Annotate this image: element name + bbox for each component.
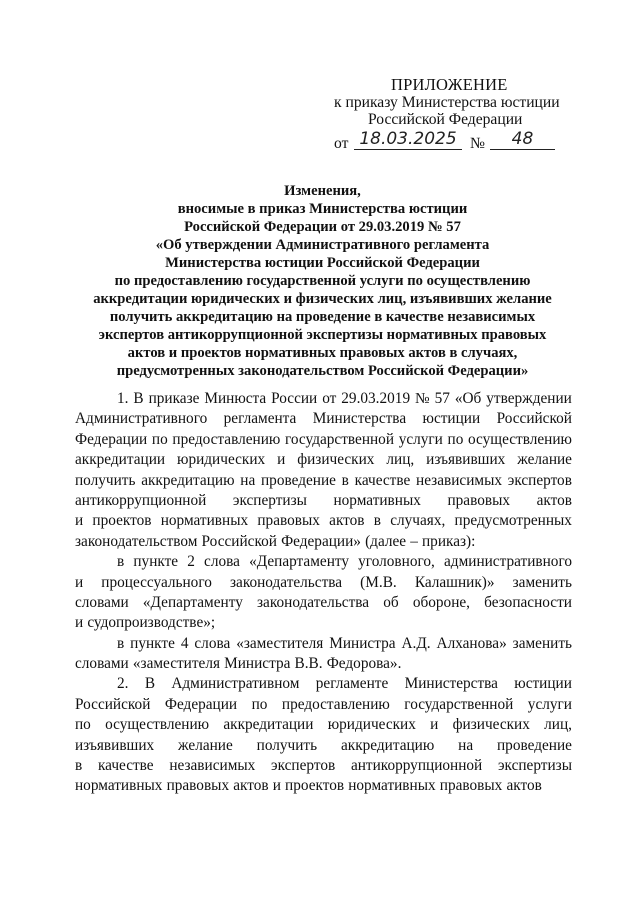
word: лиц, <box>544 716 572 734</box>
word: в <box>117 553 125 571</box>
heading-line: аккредитации юридических и физических лиц, изъявивших желание <box>93 291 552 307</box>
word: случаях, <box>390 512 446 530</box>
word: осуществлению <box>468 430 572 448</box>
paragraph-1-line <box>75 511 572 531</box>
word: по <box>151 430 168 448</box>
appendix-order-line: к приказу Министерства юстиции <box>334 94 560 111</box>
word: Российской <box>496 410 572 428</box>
word: пункте <box>130 634 175 652</box>
word: и <box>277 451 286 469</box>
word: приказ): <box>422 532 476 550</box>
word: словами <box>75 593 129 611</box>
word: по <box>447 430 464 448</box>
paragraph-4-line <box>75 674 572 694</box>
word: юстиции <box>422 410 481 428</box>
word: Федерации <box>164 695 238 713</box>
word: Алханова» <box>436 634 507 652</box>
word: Министра <box>329 634 396 652</box>
handwritten-number: 48 <box>490 129 555 150</box>
date-prefix: от <box>334 135 349 152</box>
word: юридических <box>327 716 416 734</box>
word: законодательством <box>75 532 198 550</box>
word: (М.В. <box>360 573 397 591</box>
word: законодательства <box>257 593 370 611</box>
word: антикоррупционной <box>350 757 483 775</box>
word: государственной <box>285 430 395 448</box>
word: Министерства <box>312 410 407 428</box>
heading-line: актов и проектов нормативных правовых актов в случаях, <box>127 345 518 361</box>
paragraph-4-line <box>75 715 572 735</box>
paragraph-1-line <box>75 430 572 450</box>
word: и <box>430 716 439 734</box>
appendix-block <box>330 76 580 153</box>
word: проектов <box>92 512 152 530</box>
heading-line: Изменения, <box>284 183 361 199</box>
word: нормативных <box>333 491 421 509</box>
word: услуги <box>527 695 572 713</box>
word: желание <box>178 736 233 754</box>
paragraph-1-line <box>75 409 572 429</box>
word: утверждении <box>486 390 572 407</box>
word: 2. <box>117 675 129 693</box>
word: нормативных <box>75 777 163 795</box>
word: обороне, <box>412 593 471 611</box>
word: Федерации <box>75 430 148 448</box>
word: приказе <box>148 390 200 407</box>
word: независимых <box>416 471 503 489</box>
word: по <box>251 695 268 713</box>
word: аккредитации <box>223 716 314 734</box>
word: В.В. <box>294 655 323 673</box>
word: осуществлению <box>105 716 210 734</box>
word: Министерства <box>404 675 498 693</box>
word: и <box>272 777 281 795</box>
word: желание <box>517 451 572 469</box>
word: получить <box>75 471 136 489</box>
paragraph-4-line <box>75 756 572 776</box>
word: «заместителя <box>132 655 221 673</box>
paragraph-2-line <box>75 552 572 572</box>
document-heading <box>70 182 575 380</box>
paragraph-1-line <box>75 471 572 491</box>
word: предоставлению <box>172 430 281 448</box>
word: аккредитацию <box>340 736 435 754</box>
word: лиц, <box>386 451 415 469</box>
word: актов <box>506 777 542 795</box>
paragraph-1-line <box>75 491 572 511</box>
appendix-title: ПРИЛОЖЕНИЕ <box>391 75 508 94</box>
heading-line: «Об утверждении Административного регламента <box>155 237 490 253</box>
word: актов <box>536 491 572 509</box>
word: получить <box>256 736 318 754</box>
word: «Об <box>454 390 482 407</box>
word: государственной <box>404 695 514 713</box>
word: Федерации» <box>281 532 361 550</box>
word: уголовного, <box>358 553 435 571</box>
word: экспертизы <box>497 757 572 775</box>
word: качестве <box>97 757 154 775</box>
word: 2 <box>187 553 195 571</box>
word: юстиции <box>514 675 572 693</box>
word: административного <box>444 553 572 571</box>
word: нормативных <box>160 512 249 530</box>
heading-line: Министерства юстиции Российской Федерации <box>165 255 480 271</box>
word: изъявивших <box>75 736 155 754</box>
heading-line: экспертов антикоррупционной экспертизы нормативных правовых <box>98 327 547 343</box>
word: регламента <box>223 410 297 428</box>
word: Административном <box>171 675 300 693</box>
paragraph-3-line <box>75 634 572 654</box>
word: В <box>144 675 156 693</box>
word: услуги <box>398 430 443 448</box>
word: предусмотренных <box>454 512 572 530</box>
number-prefix: № <box>470 135 485 152</box>
word: предоставлению <box>281 695 390 713</box>
word: 4 <box>180 634 189 652</box>
word: экспертов <box>271 757 336 775</box>
word: процессуального <box>101 573 212 591</box>
word: юридических <box>177 451 266 469</box>
handwritten-date: 18.03.2025 <box>354 129 462 150</box>
paragraph-4-line <box>75 736 572 756</box>
word: пункте <box>133 553 179 571</box>
word: безопасности <box>484 593 572 611</box>
word: об <box>383 593 399 611</box>
word: правовых <box>166 777 230 795</box>
word: в <box>117 634 125 652</box>
word: России <box>271 390 318 407</box>
word: Министра <box>224 655 291 673</box>
word: Российской <box>75 695 151 713</box>
word: проведение <box>260 471 336 489</box>
word: правовых <box>439 777 503 795</box>
heading-line: по предоставлению государственной услуги по осуществлению <box>114 273 531 289</box>
word: качестве <box>354 471 411 489</box>
word: законодательства <box>229 573 343 591</box>
paragraph-2-line <box>75 593 572 613</box>
word: изъявивших <box>426 451 506 469</box>
word: в <box>341 471 349 489</box>
word: от <box>322 390 337 407</box>
word: 1. <box>117 390 129 407</box>
word: слова <box>204 553 240 571</box>
word: заменить <box>512 573 572 591</box>
word: «Департаменту <box>142 593 243 611</box>
document-body <box>75 389 572 797</box>
word: антикоррупционной <box>75 491 207 509</box>
appendix-date-line <box>330 131 580 153</box>
word: регламенте <box>315 675 389 693</box>
paragraph-2-line <box>75 573 572 593</box>
word: экспертизы <box>232 491 307 509</box>
word: (далее <box>365 532 407 550</box>
word: «Департаменту <box>249 553 350 571</box>
paragraph-1-line <box>75 450 572 470</box>
word: заменить <box>512 634 572 652</box>
word: «заместителя <box>236 634 324 652</box>
word: правовых <box>447 491 511 509</box>
word: в <box>373 512 381 530</box>
word: экспертов <box>507 471 572 489</box>
paragraph-3-line <box>75 654 572 674</box>
word: Административного <box>75 410 208 428</box>
word: судопроизводстве»; <box>87 614 216 632</box>
word: аккредитацию <box>141 471 235 489</box>
heading-line: Российской Федерации от 29.03.2019 № 57 <box>184 219 461 235</box>
word: Российской <box>201 532 277 550</box>
paragraph-2-line <box>75 613 572 633</box>
word: – <box>410 532 418 550</box>
word: правовых <box>257 512 320 530</box>
word: Минюста <box>204 390 267 407</box>
word: физических <box>452 716 530 734</box>
paragraph-1-line <box>75 532 572 552</box>
word: 29.03.2019 <box>341 390 411 407</box>
word: Калашник)» <box>414 573 495 591</box>
word: А.Д. <box>401 634 431 652</box>
word: и <box>75 614 84 632</box>
heading-line: получить аккредитацию на проведение в качестве независимых <box>109 309 536 325</box>
word: В <box>133 390 144 407</box>
word: и <box>75 512 84 530</box>
word: независимых <box>169 757 256 775</box>
heading-line: вносимые в приказ Министерства юстиции <box>177 201 468 217</box>
word: на <box>458 736 474 754</box>
word: по <box>75 716 91 734</box>
heading-line: предусмотренных законодательством Российской Федерации» <box>116 363 529 379</box>
word: проектов <box>285 777 345 795</box>
word: слова <box>194 634 231 652</box>
word: в <box>75 757 83 775</box>
appendix-country-line: Российской Федерации <box>368 111 523 128</box>
word: словами <box>75 655 129 673</box>
paragraph-1-line <box>75 389 572 409</box>
word: аккредитации <box>75 451 166 469</box>
word: актов <box>233 777 269 795</box>
word: проведение <box>497 736 572 754</box>
word: № <box>415 390 430 407</box>
word: актов <box>329 512 365 530</box>
paragraph-4-line <box>75 695 572 715</box>
word: 57 <box>434 390 450 407</box>
word: физических <box>297 451 375 469</box>
word: на <box>240 471 256 489</box>
word: и <box>75 573 84 591</box>
paragraph-4-line <box>75 776 572 796</box>
word: нормативных <box>348 777 436 795</box>
word: Федорова». <box>326 655 402 673</box>
